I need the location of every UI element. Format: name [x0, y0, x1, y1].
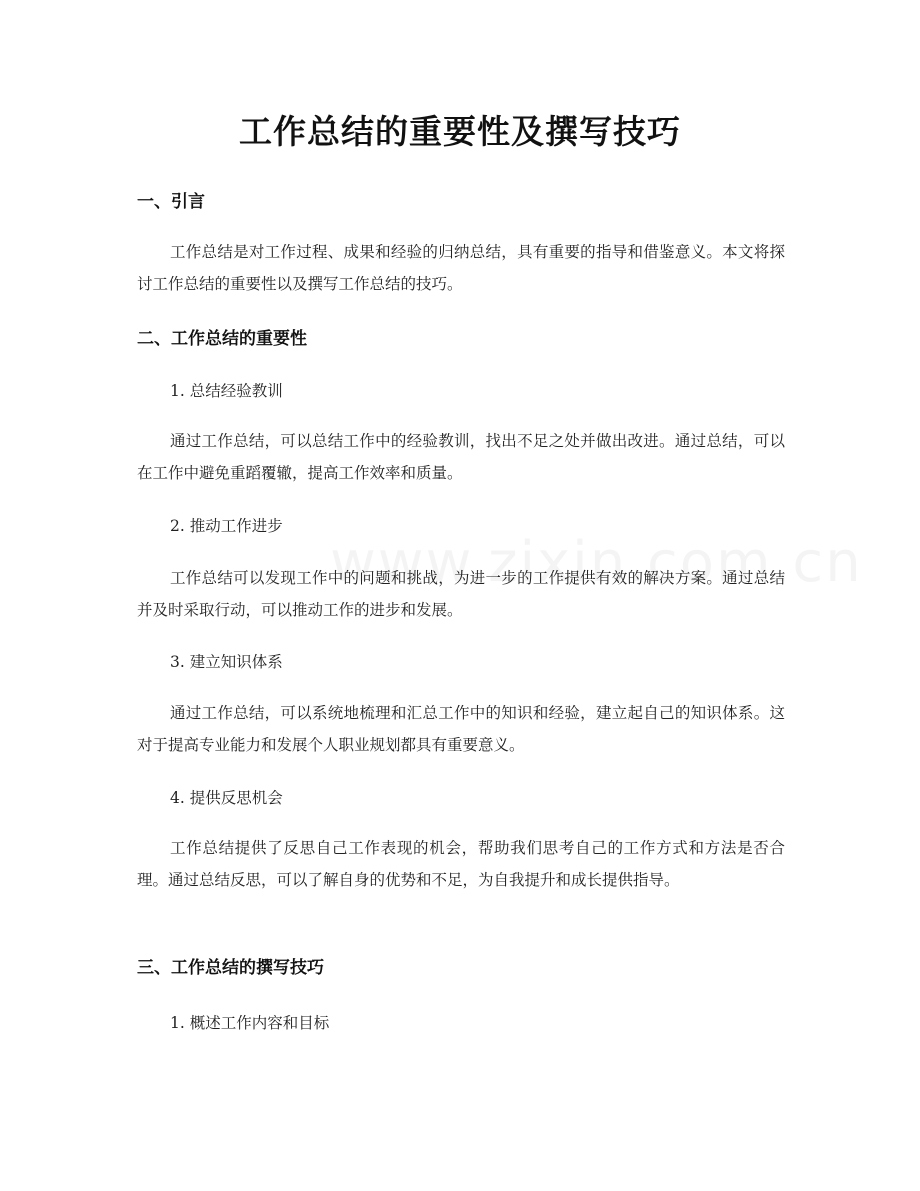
section-heading-techniques: 三、工作总结的撰写技巧 [137, 958, 324, 978]
subheading-item-4: 4. 提供反思机会 [170, 789, 283, 807]
intro-paragraph: 工作总结是对工作过程、成果和经验的归纳总结，具有重要的指导和借鉴意义。本文将探讨工作总结的重要性以及撰写工作总结的技巧。 [137, 243, 785, 293]
subheading-item-3: 3. 建立知识体系 [170, 653, 283, 671]
subheading-technique-1: 1. 概述工作内容和目标 [170, 1014, 330, 1032]
document-title: 工作总结的重要性及撰写技巧 [239, 112, 681, 151]
section-heading-importance: 二、工作总结的重要性 [137, 329, 307, 349]
paragraph-item-3: 通过工作总结，可以系统地梳理和汇总工作中的知识和经验，建立起自己的知识体系。这对于提高专业能力和发展个人职业规划都具有重要意义。 [137, 704, 785, 754]
subheading-item-2: 2. 推动工作进步 [170, 517, 283, 535]
paragraph-item-4: 工作总结提供了反思自己工作表现的机会，帮助我们思考自己的工作方式和方法是否合理。通过总结反思，可以了解自身的优势和不足，为自我提升和成长提供指导。 [137, 839, 785, 889]
paragraph-item-1: 通过工作总结，可以总结工作中的经验教训，找出不足之处并做出改进。通过总结，可以在工作中避免重蹈覆辙，提高工作效率和质量。 [137, 432, 785, 482]
paragraph-item-2: 工作总结可以发现工作中的问题和挑战，为进一步的工作提供有效的解决方案。通过总结并及时采取行动，可以推动工作的进步和发展。 [137, 569, 785, 619]
subheading-item-1: 1. 总结经验教训 [170, 382, 283, 400]
section-heading-intro: 一、引言 [137, 192, 205, 212]
